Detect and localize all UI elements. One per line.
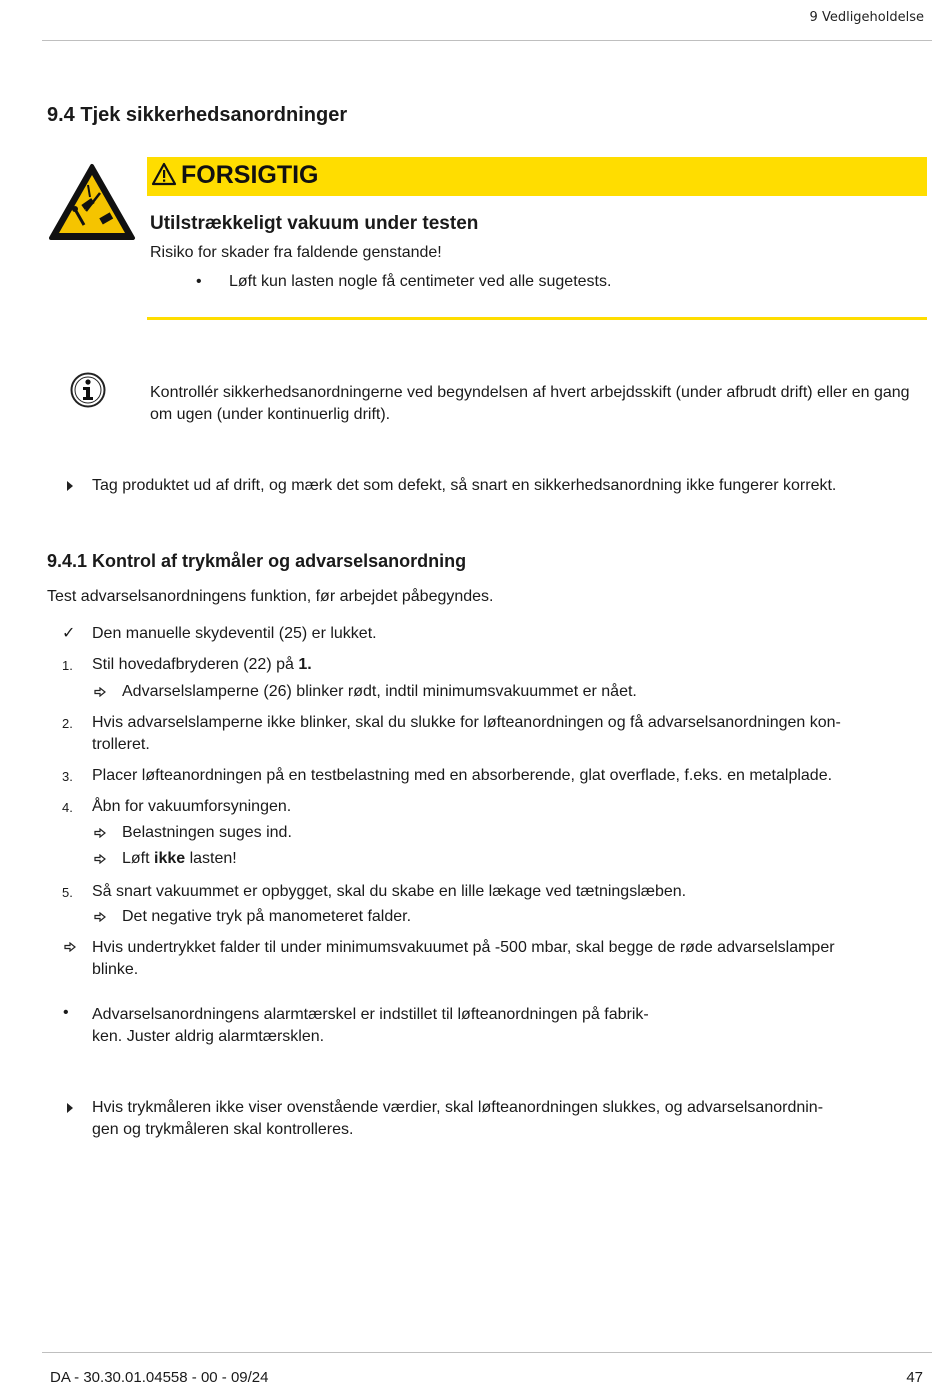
warning-divider xyxy=(147,317,927,320)
step-text: Så snart vakuummet er opbygget, skal du skabe en lille lækage ved tætningslæben. xyxy=(92,883,687,900)
note-line2: ken. Juster aldrig alarmtærsklen. xyxy=(92,1028,325,1045)
warning-triangle-icon xyxy=(151,162,177,186)
checkmark-icon: ✓ xyxy=(62,625,76,642)
warning-bullet-text: Løft kun lasten nogle få centimeter ved alle sugetests. xyxy=(229,273,612,290)
warning-title: Utilstrækkeligt vakuum under testen xyxy=(150,213,479,234)
action-text-line2: gen og trykmåleren skal kontrolleres. xyxy=(92,1121,354,1138)
result-arrow-icon xyxy=(94,687,106,697)
warning-banner xyxy=(147,157,927,196)
result-text: Advarselslamperne (26) blinker rødt, indtil minimumsvakuummet er nået. xyxy=(122,683,637,700)
page-number: 47 xyxy=(906,1369,923,1386)
switch-position: 1. xyxy=(298,656,312,673)
result-text-part: lasten! xyxy=(185,850,237,867)
step-text xyxy=(92,654,312,676)
step-text-line2: trolleret. xyxy=(92,736,150,753)
result-arrow-icon xyxy=(94,912,106,922)
document-id: DA - 30.30.01.04558 - 00 - 09/24 xyxy=(50,1369,269,1386)
running-header: 9 Vedligeholdelse xyxy=(809,10,924,25)
header-divider xyxy=(42,40,932,41)
note-line1: Advarselsanordningens alarmtærskel er indstillet til løfteanordningen på fabrik- xyxy=(92,1006,649,1023)
section-title: 9.4 Tjek sikkerhedsanordninger xyxy=(47,104,348,126)
result-arrow-icon xyxy=(94,828,106,838)
info-icon xyxy=(70,372,106,408)
info-note-text: Kontrollér sikkerhedsanordningerne ved begyndelsen af hvert arbejdsskift (under afbrudt drift) eller en gang om ugen (under kontinuerlig drift). xyxy=(150,384,910,423)
result-arrow-icon xyxy=(64,942,76,952)
result-text: Belastningen suges ind. xyxy=(122,824,292,841)
result-text-part: Løft xyxy=(122,850,155,867)
result-emphasis: ikke xyxy=(154,850,186,867)
falling-objects-warning-icon xyxy=(48,163,136,241)
warning-signal xyxy=(151,161,319,190)
step-text-part: Stil hovedafbryderen (22) på xyxy=(92,656,299,673)
bullet-dot-icon: • xyxy=(63,1004,69,1021)
step-number: 5. xyxy=(62,885,73,900)
step-number: 4. xyxy=(62,800,73,815)
result-arrow-icon xyxy=(94,854,106,864)
action-arrow-icon xyxy=(67,1103,73,1113)
intro-text: Test advarselsanordningens funktion, før arbejdet påbegyndes. xyxy=(47,588,494,605)
precondition-text: Den manuelle skydeventil (25) er lukket. xyxy=(92,625,377,642)
final-result-line1: Hvis undertrykket falder til under minimumsvakuumet på -500 mbar, skal begge de røde advarselslamper xyxy=(92,939,835,956)
step-number: 1. xyxy=(62,658,73,673)
step-text: Åbn for vakuumforsyningen. xyxy=(92,798,292,815)
action-arrow-icon xyxy=(67,481,73,491)
bullet-dot-icon: • xyxy=(196,273,202,290)
step-number: 3. xyxy=(62,769,73,784)
step-number: 2. xyxy=(62,716,73,731)
step-text-line1: Hvis advarselslamperne ikke blinker, skal du slukke for løfteanordningen og få advarselsanordningen kon- xyxy=(92,714,841,731)
warning-signal-word: FORSIGTIG xyxy=(181,161,319,189)
warning-text: Risiko for skader fra faldende genstande! xyxy=(150,244,442,261)
result-text: Det negative tryk på manometeret falder. xyxy=(122,908,412,925)
action-text-line1: Hvis trykmåleren ikke viser ovenstående værdier, skal løfteanordningen slukkes, og advarselsanordnin- xyxy=(92,1099,824,1116)
step-text: Placer løfteanordningen på en testbelastning med en absorberende, glat overflade, f.eks. en metalplade. xyxy=(92,767,833,784)
footer-divider xyxy=(42,1352,932,1353)
subsection-title: 9.4.1 Kontrol af trykmåler og advarselsanordning xyxy=(47,551,467,571)
final-result-line2: blinke. xyxy=(92,961,139,978)
action-text: Tag produktet ud af drift, og mærk det som defekt, så snart en sikkerhedsanordning ikke fungerer korrekt. xyxy=(92,477,837,494)
result-text xyxy=(122,850,237,868)
